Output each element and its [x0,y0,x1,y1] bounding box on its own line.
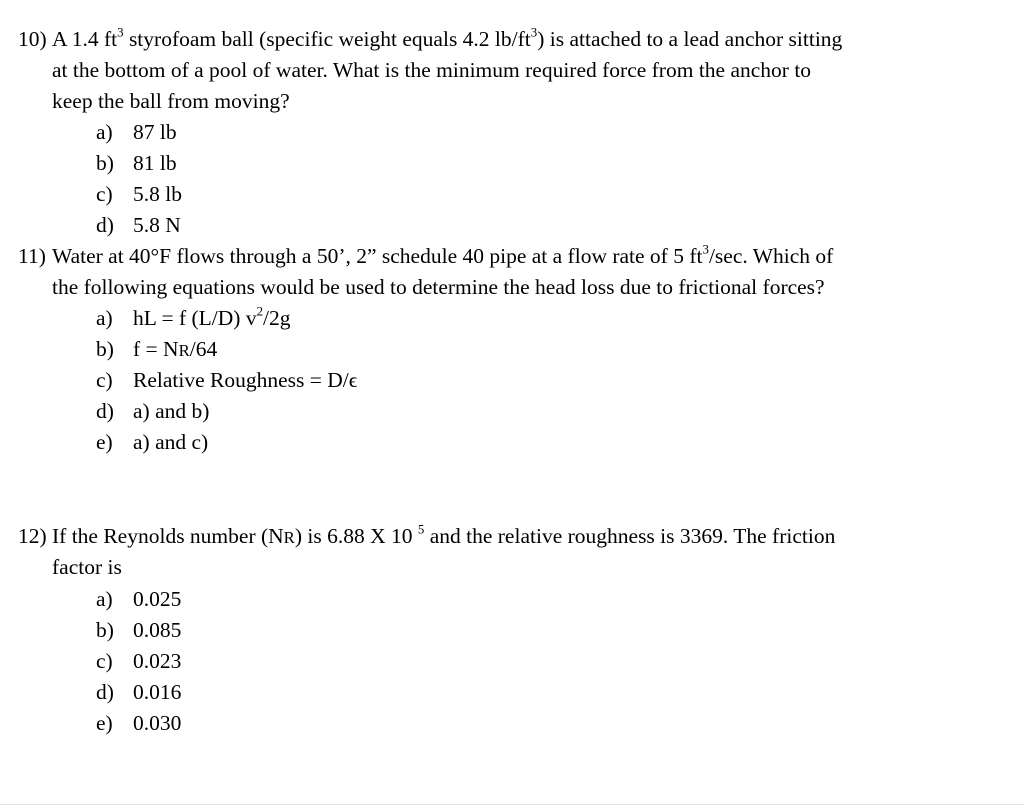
option-letter: a) [96,306,113,330]
question-number: 11) [18,244,46,268]
option-text: 0.025 [133,587,182,611]
option-text: f = NR/64 [133,337,218,361]
option-text: 5.8 N [133,213,181,237]
option-text: Relative Roughness = D/ϵ [133,368,358,392]
option-text: 5.8 lb [133,182,182,206]
option-letter: b) [96,151,114,175]
option-text: hL = f (L/D) $v^2/2g$ [133,304,291,330]
option-text: 0.023 [133,649,182,673]
option-letter: c) [96,649,113,673]
question-text: keep the ball from moving? [52,89,290,113]
option-text: 0.030 [133,711,182,735]
option-letter: b) [96,337,114,361]
question-text: A 1.4 $ft^3$ styrofoam ball (specific weight equals 4.2 $lb/ft^3$) is attached to a lead anchor sitting [52,25,843,51]
option-letter: c) [96,182,113,206]
option-text: a) and b) [133,399,210,423]
question-text: If the Reynolds number (NR) is 6.88 X 10 $^5$ and the relative roughness is 3369. The friction [52,522,836,548]
option-letter: e) [96,430,113,454]
option-letter: a) [96,120,113,144]
option-letter: d) [96,680,114,704]
option-letter: b) [96,618,114,642]
option-letter: d) [96,399,114,423]
question-text: Water at 40°F flows through a 50’, 2” schedule 40 pipe at a flow rate of 5 $ft^3/\sec$. Which of [52,242,834,268]
option-letter: a) [96,587,113,611]
option-text: 0.016 [133,680,182,704]
question-number: 12) [18,524,47,548]
option-letter: c) [96,368,113,392]
option-text: a) and c) [133,430,209,454]
question-text: factor is [52,555,122,579]
option-text: 81 lb [133,151,177,175]
question-number: 10) [18,27,47,51]
option-text: 87 lb [133,120,177,144]
question-text: at the bottom of a pool of water. What is the minimum required force from the anchor to [52,58,812,82]
option-text: 0.085 [133,618,182,642]
option-letter: d) [96,213,114,237]
question-text: the following equations would be used to determine the head loss due to frictional forces? [52,275,825,299]
page-divider [0,804,1024,805]
option-letter: e) [96,711,113,735]
